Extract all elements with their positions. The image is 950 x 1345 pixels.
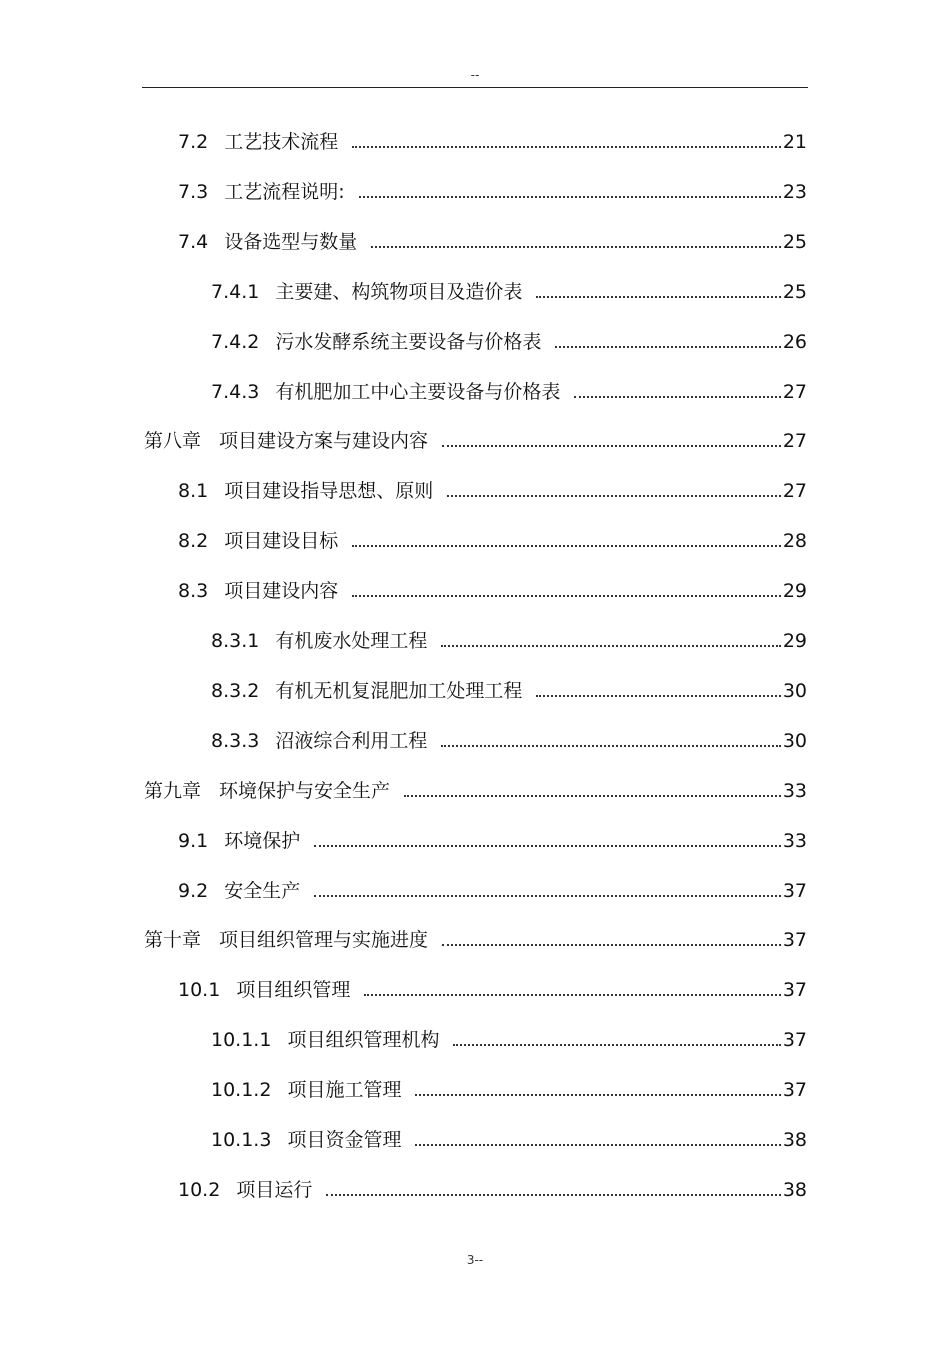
toc-entry[interactable] — [178, 576, 807, 606]
toc-entry-page: 37 — [782, 929, 807, 952]
toc-entry-title: 有机肥加工中心主要设备与价格表 — [275, 380, 561, 403]
toc-entry-page: 27 — [782, 430, 807, 453]
toc-entry[interactable] — [178, 227, 807, 257]
toc-entry-page: 25 — [782, 280, 807, 303]
toc-entry-title: 环境保护 — [224, 829, 301, 852]
toc-entry[interactable] — [211, 676, 807, 706]
toc-entry-page: 26 — [782, 330, 807, 353]
toc-entry-page: 33 — [782, 779, 807, 802]
toc-entry[interactable] — [178, 526, 807, 556]
toc-dot-leader — [359, 196, 781, 198]
toc-entry-page: 30 — [782, 729, 807, 752]
toc-dot-leader — [536, 296, 780, 298]
toc-entry-number: 7.4.3 — [211, 380, 260, 403]
toc-dot-leader — [441, 645, 780, 647]
toc-entry-page: 29 — [782, 580, 807, 603]
toc-entry-title: 项目组织管理 — [236, 979, 351, 1002]
toc-entry[interactable] — [211, 377, 807, 407]
toc-entry-title: 环境保护与安全生产 — [219, 779, 391, 802]
toc-entry-title: 项目资金管理 — [287, 1129, 402, 1151]
toc-entry-title: 工艺技术流程 — [224, 131, 339, 153]
toc-entry[interactable] — [178, 177, 807, 207]
toc-entry-title: 安全生产 — [224, 879, 301, 902]
toc-entry-number: 10.1.3 — [211, 1129, 272, 1151]
toc-dot-leader — [352, 146, 781, 148]
toc-dot-leader — [574, 396, 780, 398]
toc-entry-number: 10.2 — [178, 1178, 221, 1201]
toc-dot-leader — [352, 545, 781, 547]
toc-dot-leader — [415, 1144, 780, 1146]
toc-entry-title: 设备选型与数量 — [224, 230, 358, 253]
toc-entry-title: 有机无机复混肥加工处理工程 — [275, 679, 523, 702]
toc-entry[interactable] — [211, 726, 807, 756]
toc-entry[interactable] — [211, 327, 807, 357]
toc-entry-page: 28 — [782, 530, 807, 553]
toc-dot-leader — [326, 1194, 780, 1196]
toc-entry-page: 37 — [782, 1029, 807, 1052]
toc-entry-title: 工艺流程说明: — [224, 180, 345, 203]
page-number: 3-- — [466, 1253, 484, 1267]
toc-entry-title: 沼液综合利用工程 — [275, 729, 428, 752]
toc-entry-page: 38 — [782, 1178, 807, 1201]
toc-entry-title: 项目组织管理与实施进度 — [219, 929, 429, 952]
toc-entry-number: 第八章 — [144, 430, 202, 453]
toc-entry-page: 23 — [782, 180, 807, 203]
toc-entry-title: 项目建设方案与建设内容 — [219, 430, 429, 453]
toc-entry[interactable] — [178, 826, 807, 856]
toc-dot-leader — [404, 795, 781, 797]
toc-dot-leader — [555, 346, 780, 348]
toc-entry[interactable] — [144, 776, 807, 806]
toc-entry-number: 10.1.1 — [211, 1029, 272, 1052]
toc-entry-number: 9.2 — [178, 879, 209, 902]
toc-dot-leader — [442, 944, 781, 946]
toc-entry-number: 7.4.1 — [211, 280, 260, 303]
toc-dot-leader — [314, 895, 781, 897]
toc-entry-title: 主要建、构筑物项目及造价表 — [275, 280, 523, 303]
toc-entry-number: 8.3.2 — [211, 679, 260, 702]
toc-entry-number: 8.3.1 — [211, 630, 260, 652]
toc-entry-number: 第九章 — [144, 779, 202, 802]
toc-entry-page: 27 — [782, 480, 807, 503]
toc-entry-page: 37 — [782, 1079, 807, 1102]
toc-entry[interactable] — [178, 476, 807, 506]
toc-entry-number: 10.1.2 — [211, 1079, 272, 1102]
toc-entry-page: 25 — [782, 230, 807, 253]
toc-dot-leader — [352, 595, 781, 597]
toc-entry-page: 29 — [782, 630, 807, 652]
toc-entry-number: 第十章 — [144, 929, 202, 952]
toc-entry-title: 项目施工管理 — [287, 1079, 402, 1102]
toc-entry-number: 9.1 — [178, 829, 209, 852]
toc-dot-leader — [441, 745, 780, 747]
toc-entry[interactable] — [178, 127, 807, 157]
toc-entry[interactable] — [144, 426, 807, 456]
toc-entry-page: 37 — [782, 979, 807, 1002]
page-header-mark: -- — [470, 68, 480, 82]
toc-entry-title: 项目组织管理机构 — [287, 1029, 440, 1052]
toc-entry[interactable] — [211, 1025, 807, 1055]
toc-entry[interactable] — [211, 277, 807, 307]
toc-entry[interactable] — [211, 1075, 807, 1105]
toc-entry[interactable] — [178, 975, 807, 1005]
toc-dot-leader — [415, 1094, 780, 1096]
toc-entry-number: 7.3 — [178, 180, 209, 203]
toc-entry-title: 项目建设指导思想、原则 — [224, 480, 434, 503]
toc-entry-title: 污水发酵系统主要设备与价格表 — [275, 330, 542, 353]
toc-entry-title: 项目建设目标 — [224, 530, 339, 553]
toc-entry-number: 8.1 — [178, 480, 209, 503]
toc-entry-number: 7.4 — [178, 230, 209, 253]
toc-entry-number: 7.4.2 — [211, 330, 260, 353]
toc-entry-title: 项目运行 — [236, 1178, 313, 1201]
toc-dot-leader — [314, 845, 781, 847]
toc-entry[interactable] — [144, 925, 807, 955]
toc-dot-leader — [453, 1044, 780, 1046]
toc-entry-page: 21 — [782, 131, 807, 153]
toc-entry-page: 30 — [782, 679, 807, 702]
toc-dot-leader — [447, 495, 781, 497]
toc-entry-page: 27 — [782, 380, 807, 403]
toc-entry-number: 8.2 — [178, 530, 209, 553]
toc-entry[interactable] — [211, 626, 807, 656]
toc-entry-page: 33 — [782, 829, 807, 852]
toc-entry[interactable] — [178, 876, 807, 906]
toc-dot-leader — [536, 695, 780, 697]
toc-entry-number: 8.3.3 — [211, 729, 260, 752]
toc-dot-leader — [371, 246, 781, 248]
toc-entry-page: 37 — [782, 879, 807, 902]
toc-entry-title: 有机废水处理工程 — [275, 630, 428, 652]
toc-dot-leader — [442, 445, 781, 447]
toc-entry-number: 8.3 — [178, 580, 209, 603]
toc-dot-leader — [364, 994, 780, 996]
toc-entry[interactable] — [178, 1175, 807, 1205]
toc-entry-title: 项目建设内容 — [224, 580, 339, 603]
toc-entry[interactable] — [211, 1125, 807, 1155]
toc-entry-page: 38 — [782, 1129, 807, 1151]
toc-entry-number: 10.1 — [178, 979, 221, 1002]
toc-entry-number: 7.2 — [178, 131, 209, 153]
